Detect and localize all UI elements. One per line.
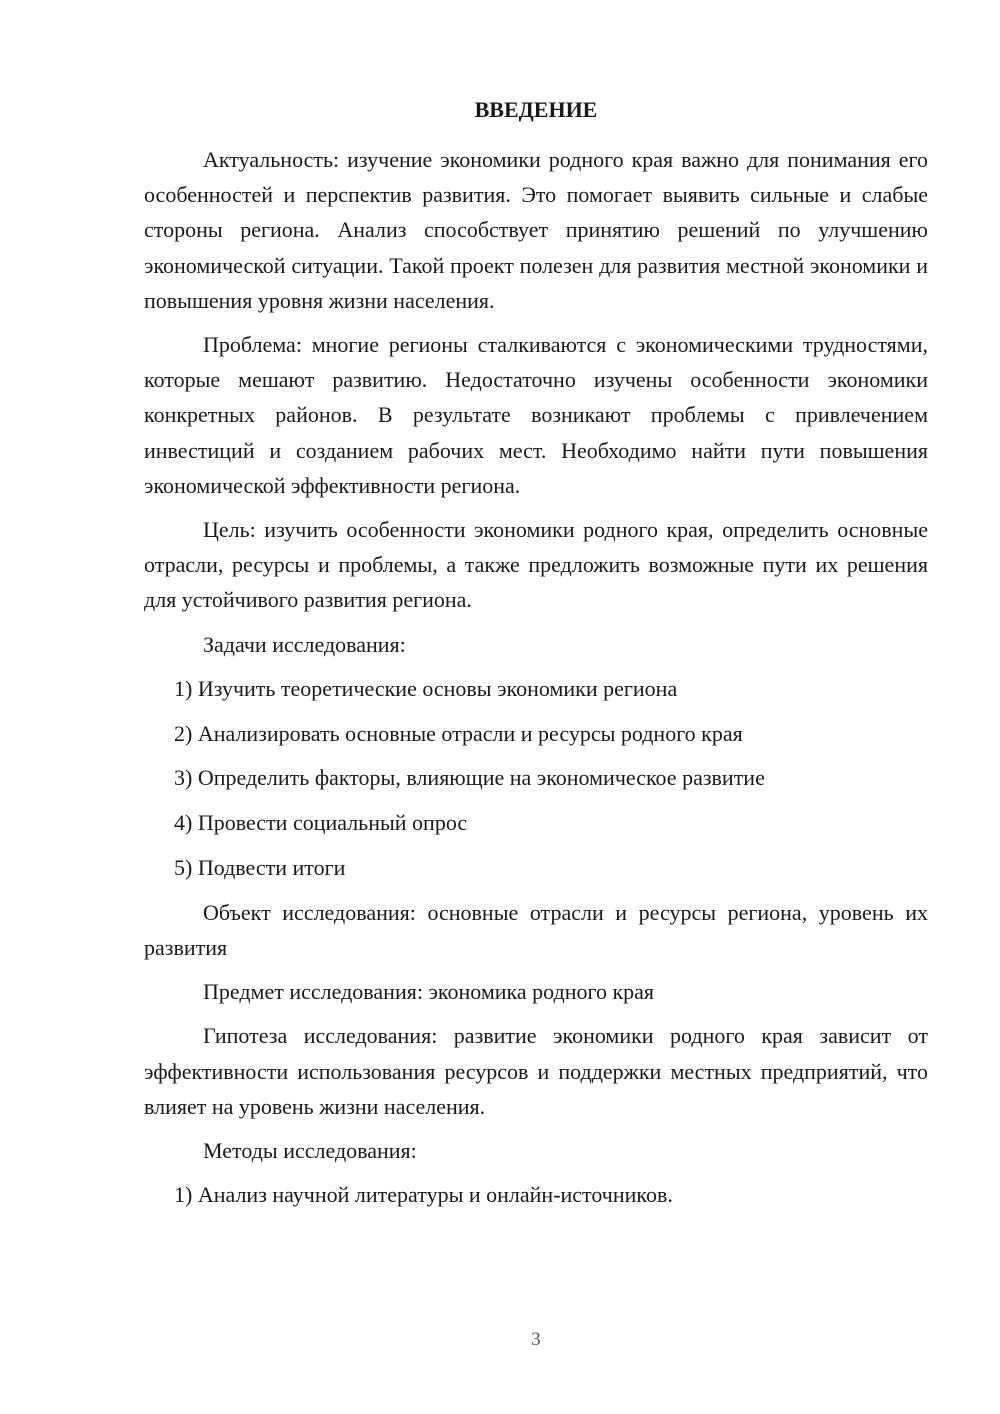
methods-heading: Методы исследования: — [203, 1138, 417, 1164]
paragraph-goal: Цель: изучить особенности экономики родного края, определить основные отрасли, ресурсы и проблемы, а также предложить возможные пути их решения для устойчивого развития региона. — [144, 517, 928, 613]
task-item-2: 2) Анализировать основные отрасли и ресурсы родного края — [174, 720, 743, 746]
task-item-5: 5) Подвести итоги — [174, 855, 346, 881]
methods-list — [144, 1177, 928, 1212]
paragraph-problem: Проблема: многие регионы сталкиваются с экономическими трудностями, которые мешают развитию. Недостаточно изучены особенности экономики конкретных районов. В результате возникают проблемы с привлечением инвестиций и созданием рабочих мест. Необходимо найти пути повышения экономической эффективности региона. — [144, 332, 928, 498]
tasks-heading: Задачи исследования: — [203, 631, 406, 657]
paragraph-subject: Предмет исследования: экономика родного края — [203, 979, 655, 1005]
task-item-3: 3) Определить факторы, влияющие на экономическое развитие — [174, 765, 765, 791]
task-item-4: 4) Провести социальный опрос — [174, 810, 468, 836]
tasks-list — [144, 671, 928, 885]
document-title: ВВЕДЕНИЕ — [474, 97, 598, 122]
page-number: 3 — [531, 1329, 541, 1350]
method-item-1: 1) Анализ научной литературы и онлайн-источников. — [174, 1182, 673, 1208]
paragraph-hypothesis: Гипотеза исследования: развитие экономики родного края зависит от эффективности использования ресурсов и поддержки местных предприятий, что влияет на уровень жизни населения. — [144, 1023, 928, 1119]
paragraph-relevance: Актуальность: изучение экономики родного края важно для понимания его особенностей и перспектив развития. Это помогает выявить сильные и слабые стороны региона. Анализ способствует принятию решений по улучшению экономической ситуации. Такой проект полезен для развития местной экономики и повышения уровня жизни населения. — [144, 147, 928, 313]
document-body — [144, 142, 928, 1222]
paragraph-object: Объект исследования: основные отрасли и ресурсы региона, уровень их развития — [144, 899, 928, 961]
task-item-1: 1) Изучить теоретические основы экономики региона — [174, 675, 678, 701]
